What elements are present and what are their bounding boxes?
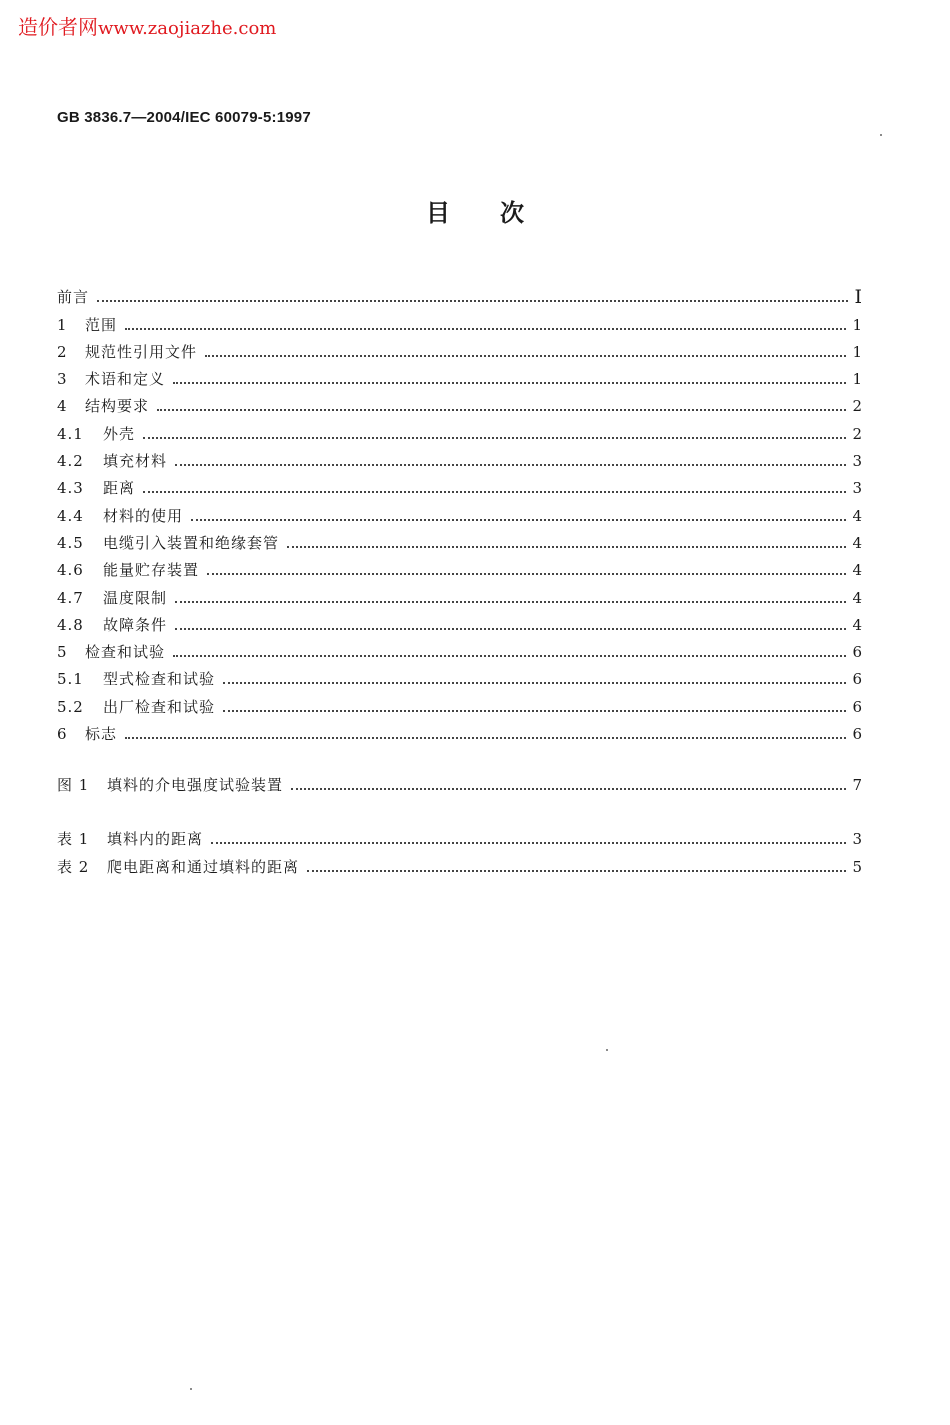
scan-speck (880, 134, 882, 136)
toc-entry-page: 4 (852, 615, 863, 634)
dot-leader (207, 572, 846, 575)
watermark (18, 14, 276, 42)
toc-entry (57, 580, 863, 607)
toc-entry-page: 7 (852, 776, 863, 795)
toc-entry (57, 416, 863, 443)
toc-entry-number: 6 (57, 725, 68, 744)
toc-entry-number: 4.4 (57, 506, 84, 525)
toc-entry-label (57, 615, 167, 635)
toc-list (57, 280, 863, 744)
dot-leader (205, 354, 846, 357)
toc-entry-title: 温度限制 (103, 588, 168, 607)
toc-entry-page: 1 (852, 315, 863, 334)
toc-entry-number: 1 (57, 315, 68, 334)
toc-entry-page: 2 (852, 424, 863, 443)
toc-entry-number: 图 1 (57, 776, 90, 795)
toc-entry (57, 362, 863, 389)
toc-entry (57, 662, 863, 689)
toc-entry-page: 3 (852, 830, 863, 849)
toc-entry-page: 6 (852, 697, 863, 716)
scan-speck (190, 1388, 192, 1390)
toc-entry-page: I (854, 286, 863, 309)
toc-entry (57, 498, 863, 525)
toc-entry-title: 爬电距离和通过填料的距离 (107, 857, 300, 876)
toc-entry-page: 6 (852, 725, 863, 744)
toc-entry-label (57, 342, 197, 362)
dot-leader (143, 490, 846, 493)
toc-entry-number: 4.7 (57, 588, 84, 607)
toc-entry-number: 5.1 (57, 670, 84, 689)
toc-entry (57, 553, 863, 580)
toc-entry-title: 填料的介电强度试验装置 (107, 776, 284, 795)
toc-entry-page: 1 (852, 370, 863, 389)
toc-entry-title: 电缆引入装置和绝缘套管 (103, 533, 280, 552)
toc-entry (57, 635, 863, 662)
figure-list (57, 768, 863, 795)
toc-entry-page: 4 (852, 561, 863, 580)
dot-leader (191, 518, 846, 521)
dot-leader (307, 869, 846, 872)
toc-entry-label (57, 396, 149, 416)
toc-entry (57, 849, 863, 876)
toc-entry-label (57, 669, 215, 689)
dot-leader (291, 787, 846, 790)
dot-leader (125, 736, 846, 739)
toc-entry (57, 335, 863, 362)
dot-leader (173, 381, 846, 384)
toc-entry-title: 距离 (103, 479, 136, 498)
toc-entry (57, 444, 863, 471)
toc-entry-label (57, 829, 203, 849)
toc-entry-title: 范围 (85, 315, 118, 334)
toc-entry-label (57, 857, 299, 877)
scan-speck (606, 1049, 608, 1051)
toc-entry-page: 3 (852, 452, 863, 471)
toc-entry-label (57, 775, 283, 795)
dot-leader (125, 327, 846, 330)
toc-entry-label (57, 588, 167, 608)
toc-entry-number: 4.6 (57, 561, 84, 580)
toc-entry-number: 3 (57, 370, 68, 389)
toc-entry-title: 填充材料 (103, 452, 168, 471)
dot-leader (223, 709, 846, 712)
toc-entry-label (57, 533, 279, 553)
toc-title: 目次 (426, 199, 574, 227)
toc-entry-page: 6 (852, 670, 863, 689)
toc-entry-title: 前言 (57, 288, 90, 307)
toc-entry-label (57, 451, 167, 471)
toc-entry-number: 5 (57, 643, 68, 662)
toc-entry-number: 4 (57, 397, 68, 416)
toc-entry (57, 389, 863, 416)
toc-entry-label (57, 315, 117, 335)
dot-leader (175, 600, 846, 603)
toc-entry-label (57, 506, 183, 526)
toc-entry-number: 4.8 (57, 615, 84, 634)
toc-entry-label (57, 287, 89, 307)
dot-leader (287, 545, 846, 548)
toc-entry-number: 2 (57, 342, 68, 361)
dot-leader (211, 841, 846, 844)
toc-entry-title: 材料的使用 (103, 506, 184, 525)
toc-entry-number: 表 2 (57, 857, 90, 876)
watermark-url: www.zaojiazhe.com (98, 18, 277, 39)
toc-entry-number: 4.2 (57, 452, 84, 471)
toc-entry-page: 4 (852, 533, 863, 552)
toc-entry-label (57, 560, 199, 580)
toc-entry-page: 4 (852, 506, 863, 525)
toc-entry-page: 2 (852, 397, 863, 416)
toc-entry-label (57, 724, 117, 744)
toc-entry-title: 术语和定义 (85, 370, 166, 389)
dot-leader (97, 299, 848, 302)
toc-entry-title: 填料内的距离 (107, 830, 204, 849)
toc-entry-label (57, 478, 135, 498)
dot-leader (223, 681, 846, 684)
toc-entry-title: 规范性引用文件 (85, 342, 198, 361)
toc-entry (57, 822, 863, 849)
table-list (57, 822, 863, 877)
standard-code: GB 3836.7—2004/IEC 60079-5:1997 (57, 109, 311, 126)
toc-entry (57, 768, 863, 795)
toc-entry-label (57, 642, 165, 662)
toc-entry (57, 307, 863, 334)
toc-entry-title: 型式检查和试验 (103, 670, 216, 689)
toc-entry (57, 471, 863, 498)
toc-entry-title: 能量贮存装置 (103, 561, 200, 580)
toc-entry-label (57, 697, 215, 717)
toc-entry-page: 5 (852, 857, 863, 876)
toc-entry-number: 5.2 (57, 697, 84, 716)
toc-entry (57, 608, 863, 635)
toc-entry (57, 717, 863, 744)
toc-entry-title: 外壳 (103, 424, 136, 443)
dot-leader (175, 627, 846, 630)
toc-entry-title: 检查和试验 (85, 643, 166, 662)
toc-entry-title: 结构要求 (85, 397, 150, 416)
dot-leader (173, 654, 846, 657)
watermark-cn: 造价者网 (18, 15, 98, 39)
toc-entry (57, 526, 863, 553)
toc-entry-page: 6 (852, 643, 863, 662)
dot-leader (175, 463, 846, 466)
toc-entry-number: 4.1 (57, 424, 84, 443)
toc-entry-number: 4.3 (57, 479, 84, 498)
toc-entry-title: 故障条件 (103, 615, 168, 634)
dot-leader (157, 408, 846, 411)
toc-entry-page: 1 (852, 342, 863, 361)
toc-entry (57, 280, 863, 307)
toc-entry-label (57, 424, 135, 444)
toc-entry-page: 3 (852, 479, 863, 498)
toc-entry-number: 表 1 (57, 830, 90, 849)
toc-entry-label (57, 369, 165, 389)
toc-entry-page: 4 (852, 588, 863, 607)
toc-entry-number: 4.5 (57, 533, 84, 552)
dot-leader (143, 436, 846, 439)
toc-entry (57, 689, 863, 716)
toc-entry-title: 出厂检查和试验 (103, 697, 216, 716)
toc-entry-title: 标志 (85, 725, 118, 744)
